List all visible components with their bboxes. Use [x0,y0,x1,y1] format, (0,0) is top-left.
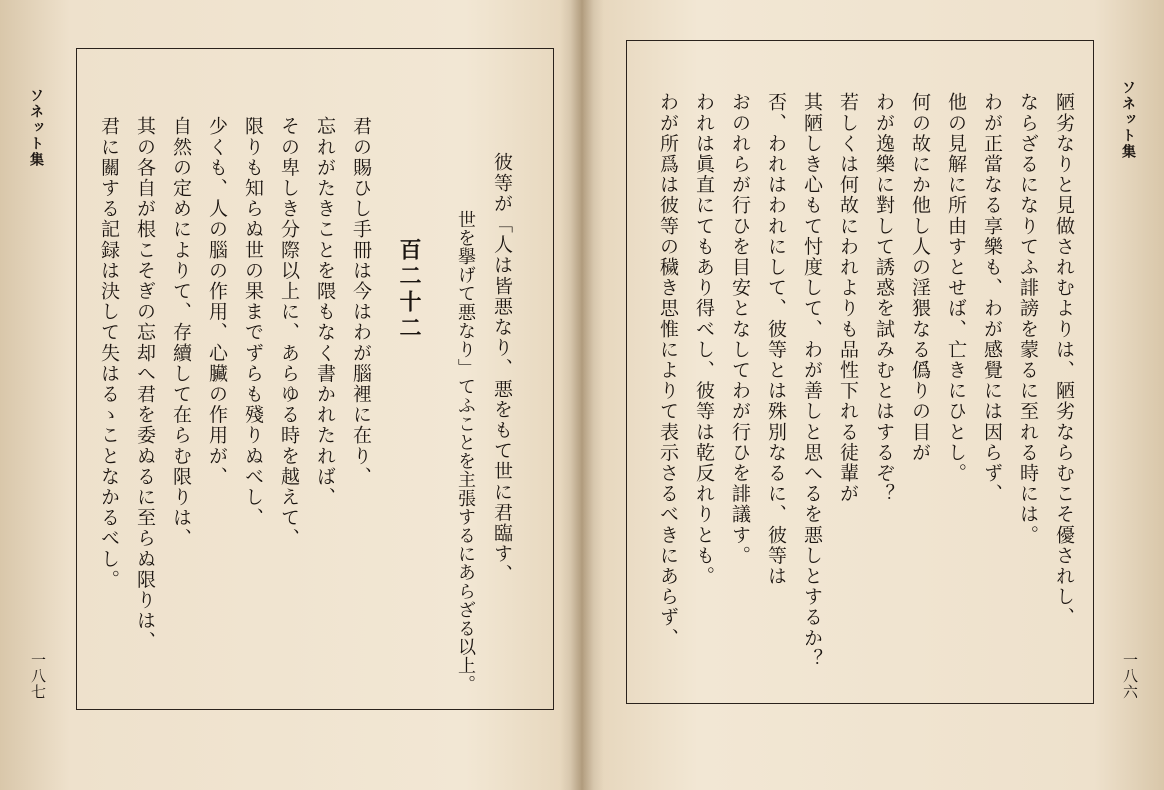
epigraph-line-2: 世を擧げて悪なり」てふことを主張するにあらざる以上。 [455,210,476,694]
left-page-number: 一八七 [29,652,47,700]
left-page-header: ソネット集 [28,88,44,168]
right-line-5: 何の故にか他し人の淫猥なる僞りの目が [909,92,931,463]
left-line-4: 限りも知らぬ世の果までずらも殘りぬべし、 [242,116,264,528]
left-line-8: 君に關する記録は決して失はるゝことなかるべし。 [98,116,120,590]
right-line-1: 陋劣なりと見做されむよりは、陋劣ならむこそ優されし、 [1053,92,1075,628]
left-line-3: その卑しき分際以上に、あらゆる時を越えて、 [278,116,300,549]
sonnet-number: 百二十二 [396,238,422,342]
left-line-2: 忘れがたきことを隈もなく書かれたれば、 [314,116,336,508]
left-line-6: 自然の定めによりて、存續して在らむ限りは、 [170,116,192,549]
gutter-shadow [560,0,604,790]
right-line-3: わが正當なる享樂も、わが感覺には因らず、 [981,92,1003,504]
epigraph-line-1: 彼等が「人は皆悪なり、悪をもて世に君臨す、 [491,152,513,585]
right-page-header: ソネット集 [1120,80,1136,160]
right-page-number: 一八六 [1121,652,1139,700]
left-line-7: 其の各自が根こそぎの忘却へ君を委ぬるに至らぬ限りは、 [134,116,156,652]
right-line-12: わが所爲は彼等の穢き思惟によりて表示さるべきにあらず、 [657,92,679,649]
right-line-9: 否、われはわれにして、彼等とは殊別なるに、彼等は [765,92,787,587]
right-line-7: 若しくは何故にわれよりも品性下れる徒輩が [837,92,859,504]
right-line-4: 他の見解に所由すとせば、亡きにひとし。 [945,92,967,484]
right-line-6: わが逸樂に對して誘惑を試みむとはするぞ？ [873,92,895,504]
left-line-5: 少くも、人の腦の作用、心臟の作用が、 [206,116,228,487]
right-line-11: われは眞直にてもあり得べし、彼等は乾反れりとも。 [693,92,715,587]
right-line-10: おのれらが行ひを目安となしてわが行ひを誹議す。 [729,92,751,566]
right-line-8: 其陋しき心もて忖度して、わが善しと思へるを悪しとするか？ [801,92,823,669]
left-line-1: 君の賜ひし手冊は今はわが腦裡に在り、 [350,116,372,487]
right-line-2: ならざるになりてふ誹謗を蒙るに至れる時には。 [1017,92,1039,546]
